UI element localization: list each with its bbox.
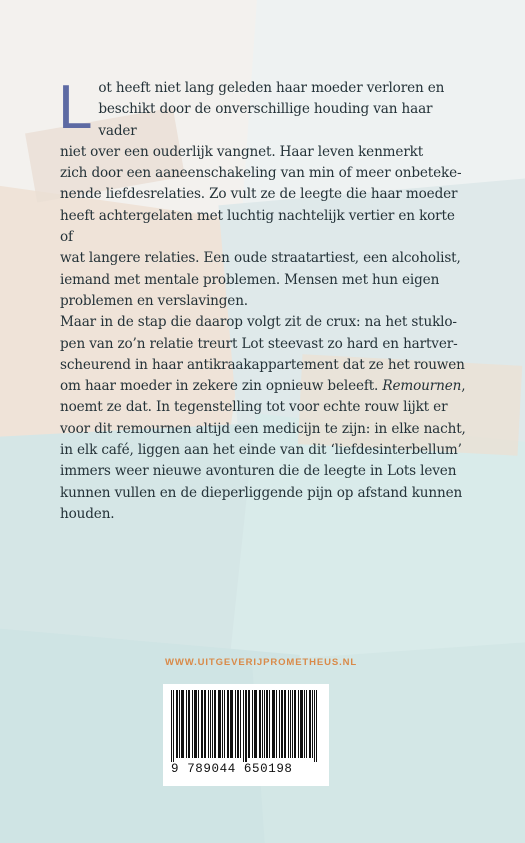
barcode-bar [214,690,215,758]
blurb-line: ot heeft niet lang geleden haar moeder verloren en [98,80,445,96]
drop-cap: L [58,73,93,142]
barcode-bar [272,690,273,758]
barcode-bar [312,690,313,758]
barcode-bar [310,690,311,758]
barcode-bar [227,690,228,758]
barcode-bar [235,690,236,758]
barcode-bar [282,690,283,758]
barcode-bar [262,690,263,758]
barcode-bar [267,690,268,758]
barcode-bar [208,690,209,758]
barcode-bar [218,690,219,758]
barcode-bar [255,690,256,758]
barcode-bar [294,690,295,758]
blurb-line: beschikt door de onverschillige houding van haar vader [98,101,433,139]
barcode-bar [182,690,183,758]
barcode-bar [171,690,172,762]
barcode-bar [179,690,180,758]
barcode-bar [314,690,315,762]
barcode-bar [220,690,221,758]
blurb-line: kunnen vullen en de dieperliggende pijn op afstand kunnen [60,484,463,501]
barcode-bar [198,690,199,758]
barcode-bar [205,690,206,758]
barcode-bar [295,690,296,758]
barcode-bar [219,690,220,758]
blurb-line: Maar in de stap die daarop volgt zit de crux: na het stuklo- [60,314,457,331]
publisher-website[interactable]: WWW.UITGEVERIJPROMETHEUS.NL [165,657,358,668]
blurb-line: voor dit remournen altijd een medicijn te zijn: in elke nacht, [60,420,466,437]
barcode-icon [171,690,321,762]
barcode-bar [254,690,255,758]
blurb-paragraph-1 [58,73,470,312]
barcode-bar [188,690,189,758]
blurb-line: in elk café, liggen aan het einde van dit ‘liefdesinterbellum’ [60,442,462,459]
barcode-bar [183,690,184,758]
barcode-bar [201,690,202,758]
barcode-bar [249,690,250,758]
barcode-bar [281,690,282,758]
barcode-bar [301,690,302,758]
barcode-bar [285,690,286,758]
barcode-bar [266,690,267,758]
blurb-paragraph-2 [60,312,470,525]
barcode-bar [192,690,193,758]
isbn-number: 9 789044 650198 [171,762,293,776]
blurb-line: scheurend in haar antikraakappartement dat ze het rouwen [60,356,465,373]
barcode-bar [290,690,291,758]
barcode-bar [176,690,177,758]
barcode-bar [232,690,233,758]
barcode-bar [304,690,305,758]
barcode-bar [202,690,203,758]
barcode-bar [196,690,197,758]
barcode-bar [273,690,274,758]
barcode-bar [238,690,239,758]
barcode-bar [274,690,275,758]
blurb-line: heeft achtergelaten met luchtig nachtelijk vertier en korte of [60,207,455,246]
blurb-line: niet over een ouderlijk vangnet. Haar leven kenmerkt [60,143,424,160]
blurb-line: problemen en verslavingen. [60,292,248,309]
barcode-bar [194,690,195,758]
barcode-bar [224,690,225,758]
barcode-bar [204,690,205,758]
barcode-bar [288,690,289,758]
barcode-bar [252,690,253,758]
barcode-bar [306,690,307,758]
barcode-bar [181,690,182,758]
barcode-bar [212,690,213,758]
blurb-line: om haar moeder in zekere zin opnieuw beleeft. [60,378,379,395]
barcode-bar [276,690,277,758]
barcode-bar [284,690,285,758]
barcode-bar [256,690,257,758]
barcode-bar [279,690,280,758]
italic-term: Remournen [382,378,462,395]
barcode-bar [302,690,303,758]
barcode-bar [300,690,301,758]
barcode-bar [186,690,187,758]
barcode-bar [316,690,317,762]
blurb-line: houden. [60,505,115,522]
barcode-bar [260,690,261,758]
blurb-line: wat langere relaties. Een oude straatartiest, een alcoholist, [60,250,461,267]
barcode-bar [177,690,178,758]
blurb-line: noemt ze dat. In tegenstelling tot voor echte rouw lijkt er [60,399,448,416]
italic-term-punctuation: , [461,378,466,395]
barcode-bar [245,690,246,762]
isbn-barcode [163,684,329,786]
barcode-bar [246,690,247,762]
barcode-bar [243,690,244,762]
barcode-bar [264,690,265,758]
blurb-line: immers weer nieuwe avonturen die de leegte in Lots leven [60,463,457,480]
barcode-bar [292,690,293,758]
barcode-bar [237,690,238,758]
barcode-bar [269,690,270,758]
blurb-line: iemand met mentale problemen. Mensen met hun eigen [60,271,440,288]
blurb-line: zich door een aaneenschakeling van min of meer onbeteke- [60,165,462,182]
blurb-line: nende liefdesrelaties. Zo vult ze de leegte die haar moeder [60,186,458,203]
barcode-bar [231,690,232,758]
barcode-bar [309,690,310,758]
barcode-bar [210,690,211,758]
barcode-bar [298,690,299,758]
back-cover-blurb [58,73,470,525]
barcode-bar [222,690,223,758]
barcode-bar [259,690,260,758]
barcode-bar [230,690,231,758]
barcode-bar [228,690,229,758]
barcode-bar [189,690,190,758]
barcode-bar [195,690,196,758]
blurb-line: pen van zo’n relatie treurt Lot steevast zo hard en hartver- [60,335,458,352]
barcode-bar [173,690,174,762]
barcode-bar [248,690,249,758]
barcode-bar [240,690,241,758]
barcode-bar [215,690,216,758]
